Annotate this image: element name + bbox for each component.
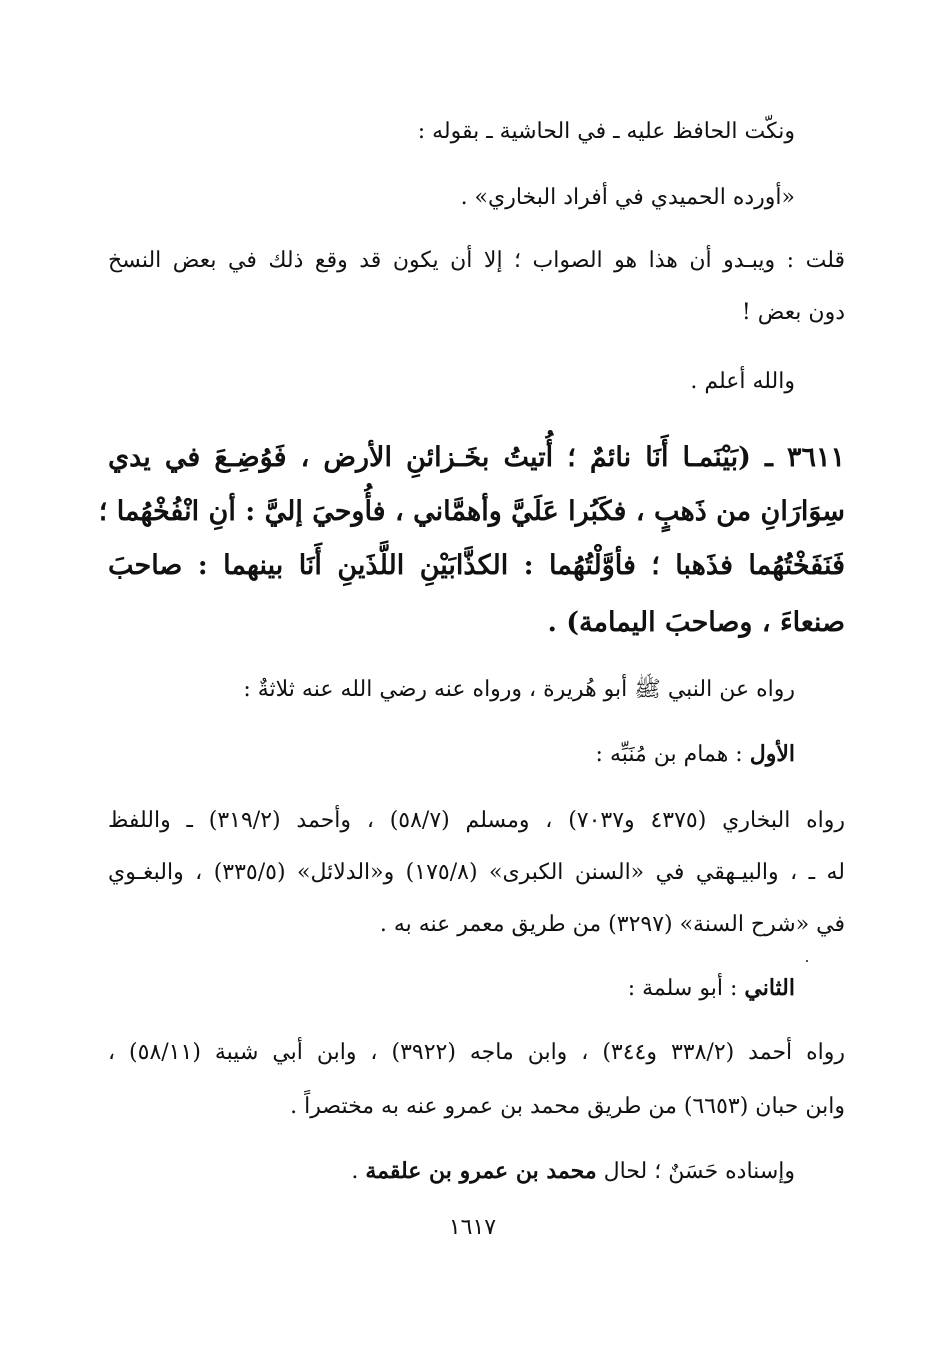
text-run: . xyxy=(351,1159,366,1184)
text-line: والله أعلم . xyxy=(690,369,795,394)
text-line: له ـ ، والبيـهقي في «السنن الكبرى» (١٧٥/٨) و«الدلائل» (٣٣٥/٥) ، والبغـوي xyxy=(108,860,846,885)
text-run: وإسناده حَسَنٌ ؛ لحال xyxy=(596,1159,795,1184)
text-line: دون بعض ! xyxy=(741,300,845,325)
bold-run: محمد بن عمرو بن علقمة xyxy=(365,1158,597,1184)
hadith-line: صنعاءَ ، وصاحبَ اليمامة) . xyxy=(547,607,845,638)
text-line: ونكّت الحافظ عليه ـ في الحاشية ـ بقوله : xyxy=(417,119,795,144)
section-text: : أبو سلمة : xyxy=(627,976,745,1001)
hadith-line: ٣٦١١ ـ (بَيْنَمـا أَنَا نائمٌ ؛ أُتيتُ بخَـزائنِ الأرض ، فَوُضِـعَ في يدي xyxy=(108,442,845,473)
page-number: ١٦١٧ xyxy=(448,1215,497,1240)
section-text: : همام بن مُنَبِّه : xyxy=(595,742,750,767)
section-label: الثاني xyxy=(744,975,795,1001)
text-line: رواه أحمد (٣٣٨/٢ و٣٤٤) ، وابن ماجه (٣٩٢٢) ، وابن أبي شيبة (٥٨/١١) ، xyxy=(108,1040,845,1065)
stray-mark xyxy=(806,960,808,962)
section-label: الأول xyxy=(749,741,795,767)
text-line: في «شرح السنة» (٣٢٩٧) من طريق معمر عنه به . xyxy=(379,912,845,937)
text-line: رواه البخاري (٤٣٧٥ و٧٠٣٧) ، ومسلم (٥٨/٧) ، وأحمد (٣١٩/٢) ـ واللفظ xyxy=(108,808,845,833)
hadith-line: سِوَارَانِ من ذَهبٍ ، فكَبُرا عَلَيَّ وأهمَّاني ، فأُوحيَ إليَّ : أنِ انْفُخْهُما ؛ xyxy=(98,496,845,527)
section-heading xyxy=(596,739,795,770)
text-line: رواه عن النبي ﷺ أبو هُريرة ، ورواه عنه رضي الله عنه ثلاثةٌ : xyxy=(243,677,795,702)
text-line xyxy=(351,1156,795,1187)
text-line: وابن حبان (٦٦٥٣) من طريق محمد بن عمرو عنه به مختصراً . xyxy=(290,1094,845,1119)
section-heading xyxy=(628,973,795,1004)
hadith-line: فَنَفَخْتُهُما فذَهبا ؛ فأوَّلْتُهُما : الكذَّابَيْنِ اللَّذَينِ أَنَا بينهما : صاحبَ xyxy=(108,550,845,581)
text-line: «أورده الحميدي في أفراد البخاري» . xyxy=(460,185,795,210)
text-line: قلت : ويبـدو أن هذا هو الصواب ؛ إلا أن يكون قد وقع ذلك في بعض النسخ xyxy=(108,248,845,273)
